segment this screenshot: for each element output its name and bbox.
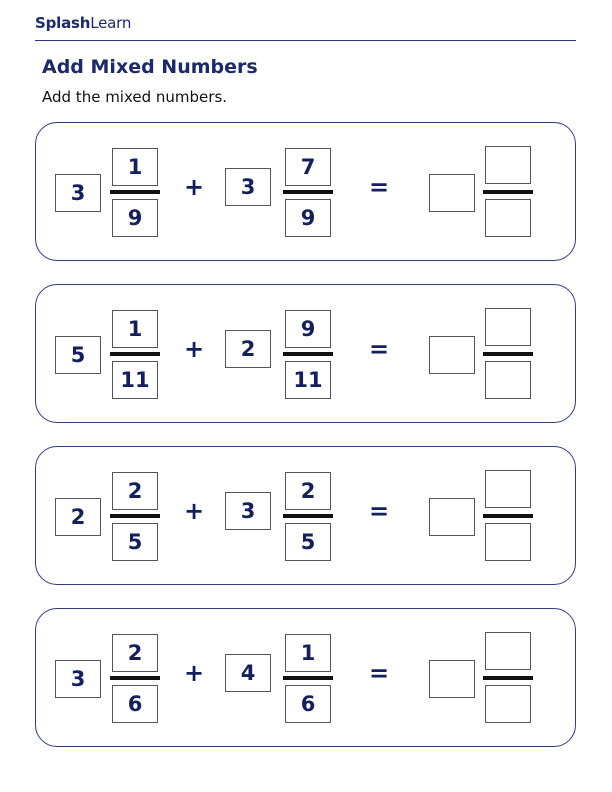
answer-denominator-box[interactable] [485,523,531,561]
second-numerator: 1 [285,634,331,672]
answer-whole-box[interactable] [429,336,475,374]
second-numerator: 2 [285,472,331,510]
second-whole-number: 3 [225,492,271,530]
equals-sign: = [369,335,390,363]
first-fraction-bar [110,190,160,194]
equals-sign: = [369,659,390,687]
equals-sign: = [369,173,390,201]
second-fraction-bar [283,676,333,680]
answer-fraction-bar [483,352,533,356]
logo-light-text: Learn [90,14,132,32]
plus-sign: + [184,659,205,687]
second-numerator: 9 [285,310,331,348]
second-fraction-bar [283,352,333,356]
second-denominator: 9 [285,199,331,237]
first-denominator: 9 [112,199,158,237]
answer-numerator-box[interactable] [485,470,531,508]
problem-card-2 [35,284,576,423]
second-denominator: 6 [285,685,331,723]
second-fraction-bar [283,514,333,518]
second-denominator: 11 [285,361,331,399]
answer-denominator-box[interactable] [485,199,531,237]
first-numerator: 2 [112,634,158,672]
problem-card-3 [35,446,576,585]
second-denominator: 5 [285,523,331,561]
second-whole-number: 2 [225,330,271,368]
plus-sign: + [184,335,205,363]
page-title: Add Mixed Numbers [42,56,258,78]
first-fraction-bar [110,514,160,518]
plus-sign: + [184,497,205,525]
plus-sign: + [184,173,205,201]
answer-fraction-bar [483,514,533,518]
header-divider [35,40,576,41]
first-fraction-bar [110,676,160,680]
first-numerator: 1 [112,310,158,348]
first-whole-number: 3 [55,660,101,698]
answer-denominator-box[interactable] [485,685,531,723]
second-whole-number: 4 [225,654,271,692]
equals-sign: = [369,497,390,525]
first-denominator: 11 [112,361,158,399]
second-fraction-bar [283,190,333,194]
splashlearn-logo [35,14,131,32]
problem-card-4 [35,608,576,747]
answer-whole-box[interactable] [429,498,475,536]
answer-fraction-bar [483,190,533,194]
first-numerator: 2 [112,472,158,510]
first-fraction-bar [110,352,160,356]
problem-card-1 [35,122,576,261]
second-numerator: 7 [285,148,331,186]
first-whole-number: 5 [55,336,101,374]
logo-bold-text: Splash [35,14,91,32]
answer-numerator-box[interactable] [485,308,531,346]
instructions: Add the mixed numbers. [42,88,228,106]
first-whole-number: 2 [55,498,101,536]
answer-fraction-bar [483,676,533,680]
first-whole-number: 3 [55,174,101,212]
second-whole-number: 3 [225,168,271,206]
first-denominator: 6 [112,685,158,723]
answer-denominator-box[interactable] [485,361,531,399]
first-numerator: 1 [112,148,158,186]
first-denominator: 5 [112,523,158,561]
answer-whole-box[interactable] [429,660,475,698]
answer-numerator-box[interactable] [485,146,531,184]
answer-numerator-box[interactable] [485,632,531,670]
answer-whole-box[interactable] [429,174,475,212]
